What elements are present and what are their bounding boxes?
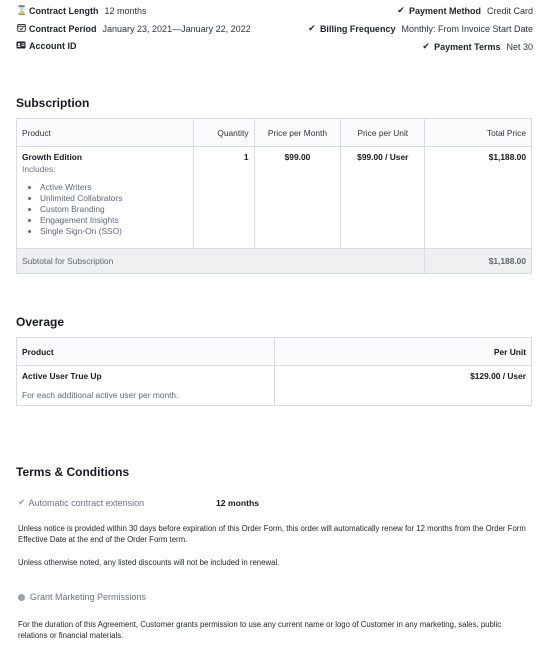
subscription-header-row — [17, 119, 532, 147]
billing-frequency-value: Monthly: From Invoice Start Date — [401, 23, 533, 34]
hourglass-icon: ⌛ — [16, 5, 28, 15]
col-price-unit: Price per Unit — [341, 119, 425, 147]
renewal-text: Unless notice is provided within 30 days before expiration of this Order Form, this order will automatically renew for 12 months from the Order Form Effective Date at the end of the Order Form term. — [18, 524, 526, 544]
price-unit-cell: $99.00 / User — [341, 147, 425, 249]
overage-product-name: Active User True Up — [22, 371, 102, 381]
col-product: Product — [17, 338, 275, 366]
list-item: • Custom Branding — [40, 204, 188, 215]
circle-icon — [18, 594, 25, 601]
contract-period — [16, 23, 251, 34]
checkmark-icon: ✔ — [397, 5, 405, 15]
meta-row-2 — [0, 23, 550, 37]
list-item: • Active Writers — [40, 182, 188, 193]
product-name: Growth Edition — [22, 152, 83, 162]
terms-title: Terms & Conditions — [16, 465, 130, 479]
subscription-title: Subscription — [16, 96, 90, 110]
table-row — [17, 147, 532, 249]
discount-text: Unless otherwise noted, any listed discounts will not be included in renewal. — [18, 558, 280, 567]
overage-table — [16, 337, 532, 406]
overage-product-cell — [17, 366, 275, 406]
marketing-label: Grant Marketing Permissions — [30, 592, 147, 602]
auto-extension-row — [18, 497, 144, 508]
account-id — [16, 41, 83, 51]
calendar-check-icon — [16, 23, 26, 34]
col-product: Product — [17, 119, 194, 147]
overage-header-row — [17, 338, 532, 366]
subtotal-label: Subtotal for Subscription — [17, 249, 425, 274]
id-card-icon — [16, 41, 26, 51]
payment-terms-label: Payment Terms — [434, 41, 501, 52]
billing-frequency — [307, 23, 533, 34]
payment-method-label: Payment Method — [408, 5, 481, 16]
list-item: • Engagement Insights — [40, 215, 188, 226]
col-total: Total Price — [425, 119, 532, 147]
overage-note: For each additional active user per month. — [22, 390, 179, 400]
overage-per-unit-cell: $129.00 / User — [274, 366, 532, 406]
list-item: • Unlimited Collabrators — [40, 193, 188, 204]
meta-row-1 — [0, 5, 550, 19]
checkmark-icon: ✔ — [308, 23, 316, 33]
payment-terms — [421, 41, 533, 52]
contract-length — [16, 5, 147, 16]
product-cell — [17, 147, 194, 249]
col-per-unit: Per Unit — [274, 338, 532, 366]
col-price-month: Price per Month — [254, 119, 341, 147]
checkmark-icon: ✔ — [422, 41, 430, 51]
col-quantity: Quantity — [193, 119, 254, 147]
total-cell: $1,188.00 — [425, 147, 532, 249]
includes-label: Includes: — [22, 164, 56, 174]
payment-terms-value: Net 30 — [506, 41, 533, 52]
meta-row-3 — [0, 41, 550, 55]
contract-length-value: 12 months — [104, 5, 147, 16]
contract-period-value: January 23, 2021—January 22, 2022 — [102, 23, 251, 34]
feature-list — [22, 182, 188, 237]
list-item: • Single Sign-On (SSO) — [40, 226, 188, 237]
account-id-label: Account ID — [29, 41, 77, 51]
billing-frequency-label: Billing Frequency — [319, 23, 396, 34]
overage-title: Overage — [16, 315, 65, 329]
subscription-table — [16, 118, 532, 274]
payment-method-value: Credit Card — [486, 5, 533, 16]
checkmark-icon: ✔ — [18, 497, 26, 507]
contract-period-label: Contract Period — [29, 23, 97, 34]
table-row — [17, 366, 532, 406]
subtotal-value: $1,188.00 — [425, 249, 532, 274]
auto-extension-label: Automatic contract extension — [28, 497, 145, 508]
subtotal-row — [17, 249, 532, 274]
auto-extension-value: 12 months — [216, 498, 259, 508]
price-month-cell: $99.00 — [254, 147, 341, 249]
contract-length-label: Contract Length — [29, 5, 99, 16]
payment-method — [396, 5, 533, 16]
quantity-cell: 1 — [193, 147, 254, 249]
marketing-text: For the duration of this Agreement, Customer grants permission to use any current name or logo of Customer in any marketing, sales, public relations or financial materials. — [18, 620, 502, 640]
marketing-row — [18, 592, 146, 602]
